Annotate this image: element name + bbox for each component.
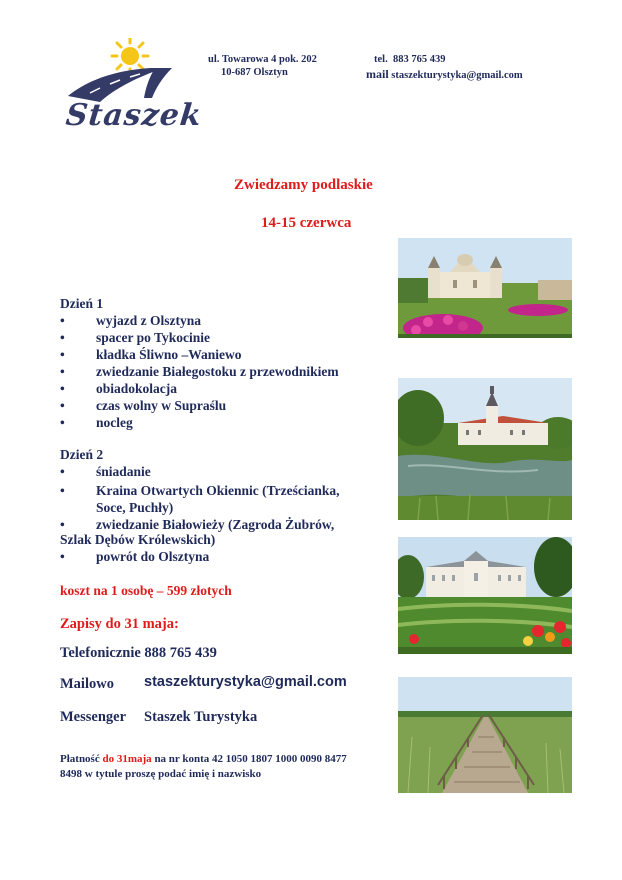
day1-item: obiadokolacja: [96, 381, 178, 396]
phone-signup: Telefonicznie 888 765 439: [60, 645, 217, 661]
day1-item: czas wolny w Supraślu: [96, 398, 227, 413]
bullet: •: [60, 313, 65, 328]
day1-item: wyjazd z Olsztyna: [96, 313, 201, 328]
day2-item: powrót do Olsztyna: [96, 549, 210, 564]
payment-line-1: [60, 752, 347, 767]
signup-deadline: Zapisy do 31 maja:: [60, 616, 179, 632]
phone-prefix: tel.: [374, 54, 388, 65]
header-mail: [366, 67, 523, 82]
payment-deadline: do 31maja: [102, 753, 152, 765]
mail-label: Mailowo: [60, 676, 114, 692]
bullet: •: [60, 464, 65, 479]
messenger-value[interactable]: Staszek Turystyka: [144, 709, 258, 725]
day1-item: kładka Śliwno –Waniewo: [96, 347, 242, 362]
address-line-1: ul. Towarowa 4 pok. 202: [208, 54, 317, 65]
bullet: •: [60, 381, 65, 396]
mail-signup-link[interactable]: staszekturystyka@gmail.com: [144, 674, 347, 690]
bullet: •: [60, 347, 65, 362]
payment-line-2: 8498 w tytule proszę podać imię i nazwisko: [60, 768, 262, 780]
day1-item: nocleg: [96, 415, 133, 430]
photo-suprasl-monastery: [398, 378, 572, 520]
page-title: Zwiedzamy podlaskie: [234, 177, 373, 193]
logo-wordmark: Staszek: [64, 98, 204, 133]
bullet: •: [60, 330, 65, 345]
payment-label: Płatność: [60, 753, 100, 765]
address-line-2: 10-687 Olsztyn: [221, 67, 288, 78]
photo-boardwalk: [398, 677, 572, 793]
bullet: •: [60, 415, 65, 430]
day2-heading: Dzień 2: [60, 447, 104, 462]
mail-address[interactable]: staszekturystyka@gmail.com: [391, 70, 523, 81]
day2-item-cont: Soce, Puchły): [96, 500, 174, 515]
header-phone: [374, 54, 445, 65]
day2-item: zwiedzanie Białowieży (Zagroda Żubrów,: [96, 517, 335, 532]
day1-item: zwiedzanie Białegostoku z przewodnikiem: [96, 364, 339, 379]
bullet: •: [60, 398, 65, 413]
payment-account: na nr konta 42 1050 1807 1000 0090 8477: [154, 753, 347, 765]
bullet: •: [60, 517, 65, 532]
bullet: •: [60, 549, 65, 564]
bullet: •: [60, 364, 65, 379]
day1-item: spacer po Tykocinie: [96, 330, 211, 345]
day1-heading: Dzień 1: [60, 296, 104, 311]
phone-number: 883 765 439: [392, 54, 446, 65]
day2-item: Kraina Otwartych Okiennic (Trześcianka,: [96, 483, 340, 498]
messenger-label: Messenger: [60, 709, 127, 725]
bullet: •: [60, 483, 65, 498]
price: koszt na 1 osobę – 599 złotych: [60, 583, 232, 598]
day2-item: śniadanie: [96, 464, 151, 479]
mail-prefix: mail: [366, 67, 389, 81]
trip-dates: 14-15 czerwca: [261, 215, 352, 231]
photo-tykocin-church: [398, 238, 572, 338]
photo-branicki-palace: [398, 537, 572, 654]
day2-item-cont: Szlak Dębów Królewskich): [60, 532, 216, 547]
